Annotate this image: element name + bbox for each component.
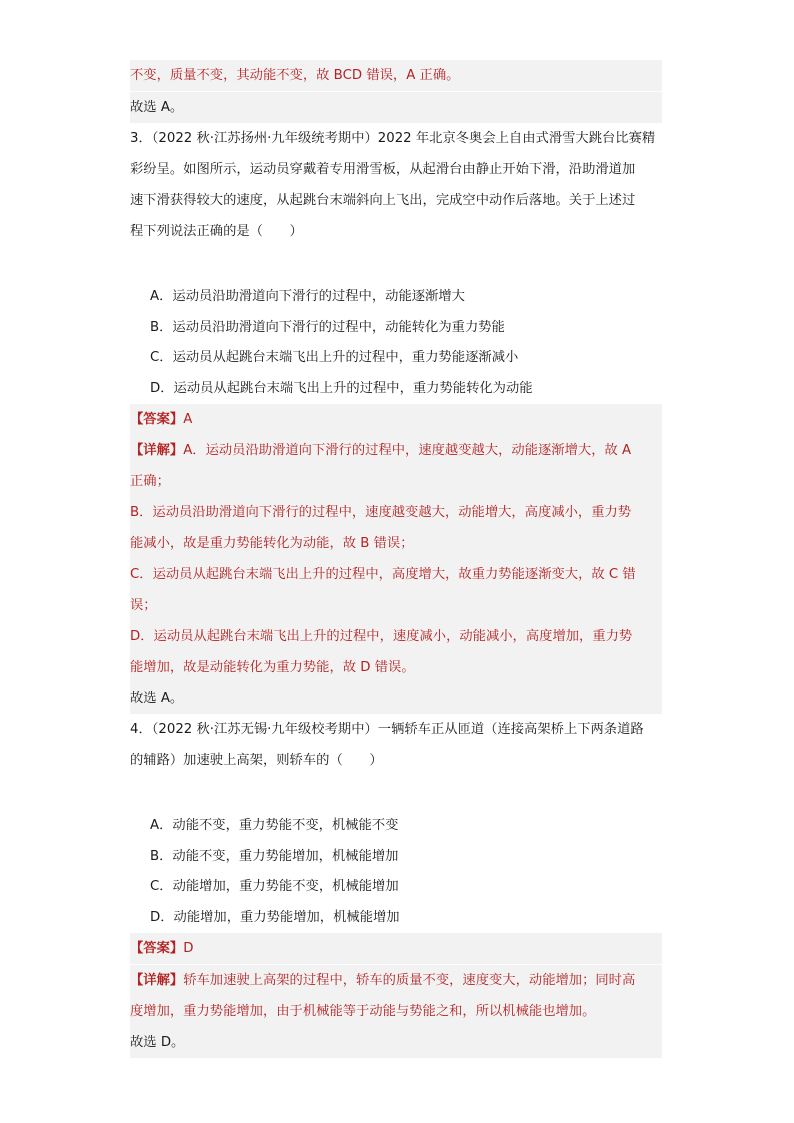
question-4-stem: 4．（2022 秋·江苏无锡·九年级校考期中）一辆轿车正从匝道（连接高架桥上下两条道路 (130, 722, 644, 737)
question-3-explanation: 误； (130, 590, 662, 621)
question-3-explanation: 能增加，故是动能转化为重力势能，故 D 错误。 (130, 652, 662, 683)
question-3-explanation: C．运动员从起跳台末端飞出上升的过程中，高度增大，故重力势能逐渐变大，故 C 错 (130, 559, 662, 590)
question-4-choice: 故选 D。 (130, 1027, 662, 1058)
question-4-option-b: B．动能不变，重力势能增加，机械能增加 (150, 849, 399, 864)
answer-tag: 【答案】 (130, 941, 184, 956)
question-4-option-a: A．动能不变，重力势能不变，机械能不变 (150, 818, 399, 833)
question-3-explanation: B．运动员沿助滑道向下滑行的过程中，速度越变越大，动能增大，高度减小，重力势 (130, 497, 662, 528)
explanation-tag: 【详解】 (130, 973, 184, 988)
question-4-stem: 的辅路）加速驶上高架，则轿车的（ ） (130, 753, 383, 768)
question-3-explanation: 【详解】A．运动员沿助滑道向下滑行的过程中，速度越变越大，动能逐渐增大，故 A (130, 435, 662, 466)
question-3-stem: 程下列说法正确的是（ ） (130, 224, 303, 239)
question-3-option-c: C．运动员从起跳台末端飞出上升的过程中，重力势能逐渐减小 (150, 350, 519, 365)
question-3-choice: 故选 A。 (130, 683, 662, 714)
question-3-explanation: D．运动员从起跳台末端飞出上升的过程中，速度减小，动能减小，高度增加，重力势 (130, 621, 662, 652)
question-3-option-d: D．运动员从起跳台末端飞出上升的过程中，重力势能转化为动能 (150, 381, 533, 396)
question-3-option-b: B．运动员沿助滑道向下滑行的过程中，动能转化为重力势能 (150, 320, 505, 335)
question-4-explanation: 度增加，重力势能增加，由于机械能等于动能与势能之和，所以机械能也增加。 (130, 996, 662, 1027)
question-3-stem: 速下滑获得较大的速度，从起跳台末端斜向上飞出，完成空中动作后落地。关于上述过 (130, 193, 636, 208)
question-4-answer: 【答案】D (130, 933, 662, 964)
question-3-explanation: 能减小，故是重力势能转化为动能，故 B 错误； (130, 528, 662, 559)
question-4-explanation: 【详解】轿车加速驶上高架的过程中，轿车的质量不变，速度变大，动能增加；同时高 (130, 965, 662, 996)
question-3-answer: 【答案】A (130, 404, 662, 435)
question-4-option-c: C．动能增加，重力势能不变，机械能增加 (150, 879, 399, 894)
answer-tag: 【答案】 (130, 412, 184, 427)
question-3-explanation: 正确； (130, 466, 662, 497)
question-3-option-a: A．运动员沿助滑道向下滑行的过程中，动能逐渐增大 (150, 289, 465, 304)
question-3-stem: 彩纷呈。如图所示，运动员穿戴着专用滑雪板，从起滑台由静止开始下滑，沿助滑道加 (130, 162, 636, 177)
answer-choice-line: 故选 A。 (130, 92, 662, 123)
explanation-tag: 【详解】 (130, 443, 184, 458)
question-3-stem: 3．（2022 秋·江苏扬州·九年级统考期中）2022 年北京冬奥会上自由式滑雪大跳台比赛精 (130, 131, 656, 146)
explanation-line: 不变，质量不变，其动能不变，故 BCD 错误，A 正确。 (130, 60, 662, 91)
question-4-option-d: D．动能增加，重力势能增加，机械能增加 (150, 910, 400, 925)
